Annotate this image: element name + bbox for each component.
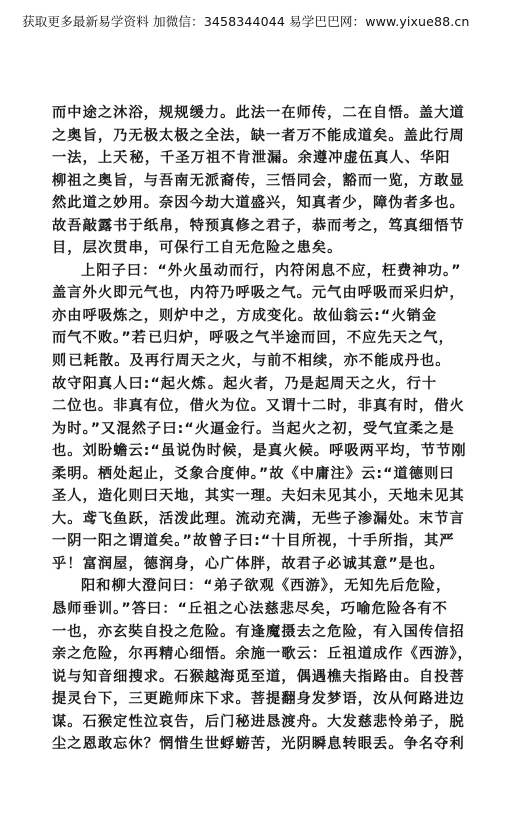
watermark-header: 获取更多最新易学资料 加微信：3458344044 易学巴巴网：www.yixue88.cn	[22, 14, 470, 29]
text-line: 则່已耗散。及再行周天之火，与前不相续，亦不能成丹也。	[52, 353, 451, 370]
text-line: 说与知音细搜求。石猴越海觅至道，偶遇樵夫指路由。自投菩	[52, 668, 465, 685]
text-line: 亲之危险，尔再精心细悟。余施一歌云：丘祖道成作《西游》，	[52, 646, 473, 663]
text-line: 故守阳真人曰:“起火炼່。起火者，乃是起周天之火，行十	[52, 375, 438, 392]
text-line: 谋。石猴定性泣哀告，后门秘进恳渡舟。大发慈悲怜弟子，脱	[52, 713, 465, 730]
text-line: 一法，上天່秘，千圣万祖不肯泄漏。余遵冲虚伍真人、华阳	[52, 150, 451, 167]
text-line: 一也，亦玄奘自投之危险。有逢魔摄去之危险，有入国传信招	[52, 623, 465, 640]
text-line: 为时。”又混然子曰:“火逼金行。当起火之初，受气宜柔之是	[52, 420, 455, 437]
text-line: 盖言外火即元气也，内符乃呼吸之气。元气由呼吸而采归炉，	[52, 285, 465, 302]
text-line: 上阳子曰：“外火虽动而行，内符闲息不应，枉费神功。”	[81, 262, 462, 279]
text-line: 一阴一阳之谓道矣。”故曾子曰:“十目所视，十手所指，其严	[52, 533, 455, 550]
text-line: 阳和柳大澄问曰：“弟子欲观《西游》，无知先后危险，	[81, 578, 452, 595]
text-line: 故吾敲露书于纸帛，特预真修之君子，恭而考之，笃真细悟节	[52, 217, 465, 234]
text-line: 之奥旨，乃无极太极之全法，缺一者万不能成道矣。盖此行周	[52, 127, 465, 144]
text-line: 恳师垂训。”答曰：“丘祖之心法慈悲尽矣，巧喻危险各有不	[52, 601, 448, 618]
text-line: 二位也。非真有位，借火为位。又谓十二时，非真有时，借火	[52, 398, 465, 415]
text-line: 尘之恩敢忘休？惘惜生世蜉蝣苦，光阴瞬息转眼丢。争名夺利	[52, 736, 465, 753]
text-line: 大。鸢飞鱼跃，活泼此理。流动充满，无些子渗漏处。末节言	[52, 510, 465, 527]
page-body	[52, 102, 502, 756]
text-line: 目，层次贯串，可保行工自无危险之患矣。	[52, 240, 343, 257]
text-line: 而中途之沐浴，规规缓力。此法一在师传，二在自悟。盖大道	[52, 105, 465, 121]
text-line: 提灵台下，三更跪师床下求。菩提翻身发梦语，汝从何路进边	[52, 691, 465, 708]
text-line: 柔明。栖处起止，爻象合度伸。”故《中庸注》云:“道德则曰	[52, 465, 455, 482]
text-line: 然此道之妙用。奈因今劫大道盛兴，知真者少，障伪者多也。	[52, 195, 465, 212]
text-line: 柳祖之奥旨，与吾南无派裔传，三悟同会，豁而一览，方敢显	[52, 172, 465, 189]
text-line: 也。刘盼蟾云:“虽说伪时候，是真火候。呼吸两平均，节节刚	[52, 443, 467, 460]
text-line: 乎！富润屋，德润身，心广体胖，故君子必诚其意”是也。	[52, 555, 445, 572]
text-line: 而气不败。”若່已归炉，呼吸之气半途而回，不应先天之气，	[52, 330, 454, 347]
text-line: 亦由呼吸炼之，则炉中之່，方成变化。故仙翁云:“火销金	[52, 307, 438, 324]
text-line: 圣人，造化则曰天地，其实一理。夫妇未见其小，天地未见其	[52, 488, 465, 505]
